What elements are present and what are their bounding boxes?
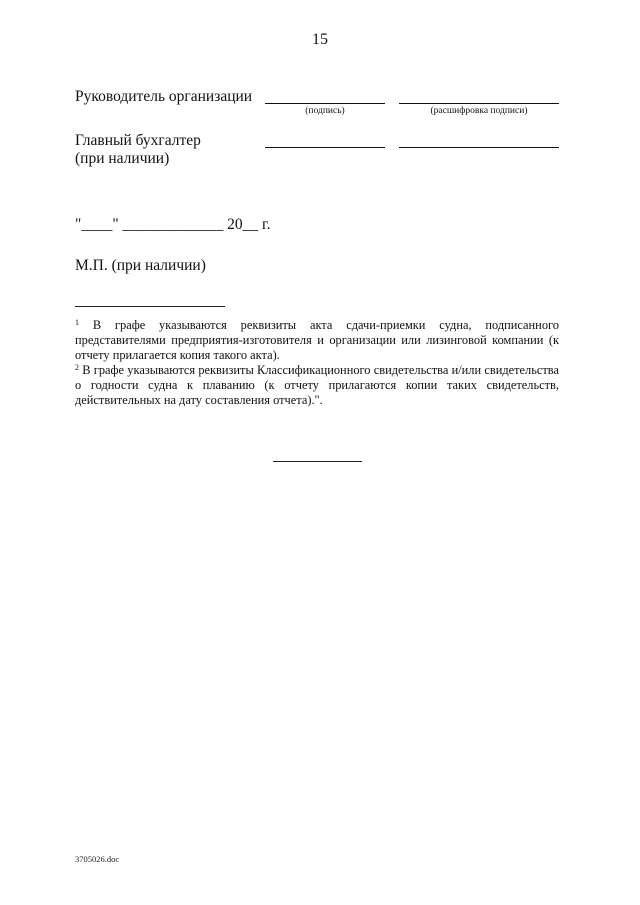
footnote-1: [75, 318, 559, 364]
footnote-marker: 1: [75, 318, 79, 327]
signature-caption: (подпись): [305, 106, 345, 116]
date-line: "____" _____________ 20__ г.: [75, 216, 271, 233]
footnote-2: [75, 363, 559, 409]
accountant-signature-line: [265, 147, 385, 148]
footnote-text: В графе указываются реквизиты акта сдачи-приемки судна, подписанного представителями предприятия-изготовителя и организации или лизинговой компании (к отчету прилагается копия такого акта).: [75, 318, 559, 363]
head-of-organization-label: Руководитель организации: [75, 88, 253, 105]
signature-transcript-caption: (расшифровка подписи): [430, 106, 528, 116]
head-transcript-line: [399, 103, 559, 104]
page-number: 15: [312, 31, 328, 48]
footnote-separator: [75, 306, 225, 307]
footnote-marker: 2: [75, 363, 79, 372]
stamp-label: М.П. (при наличии): [75, 257, 206, 274]
accountant-transcript-line: [399, 147, 559, 148]
chief-accountant-optional-label: (при наличии): [75, 150, 170, 167]
footnote-text: В графе указываются реквизиты Классификационного свидетельства и/или свидетельства о годности судна к плаванию (к отчету прилагаются копии таких свидетельств, действительных на дату составления отчета).".: [75, 363, 559, 408]
head-signature-line: [265, 103, 385, 104]
document-code: 3705026.doc: [75, 854, 120, 864]
end-of-document-rule: [273, 461, 362, 462]
chief-accountant-label: Главный бухгалтер: [75, 132, 201, 149]
